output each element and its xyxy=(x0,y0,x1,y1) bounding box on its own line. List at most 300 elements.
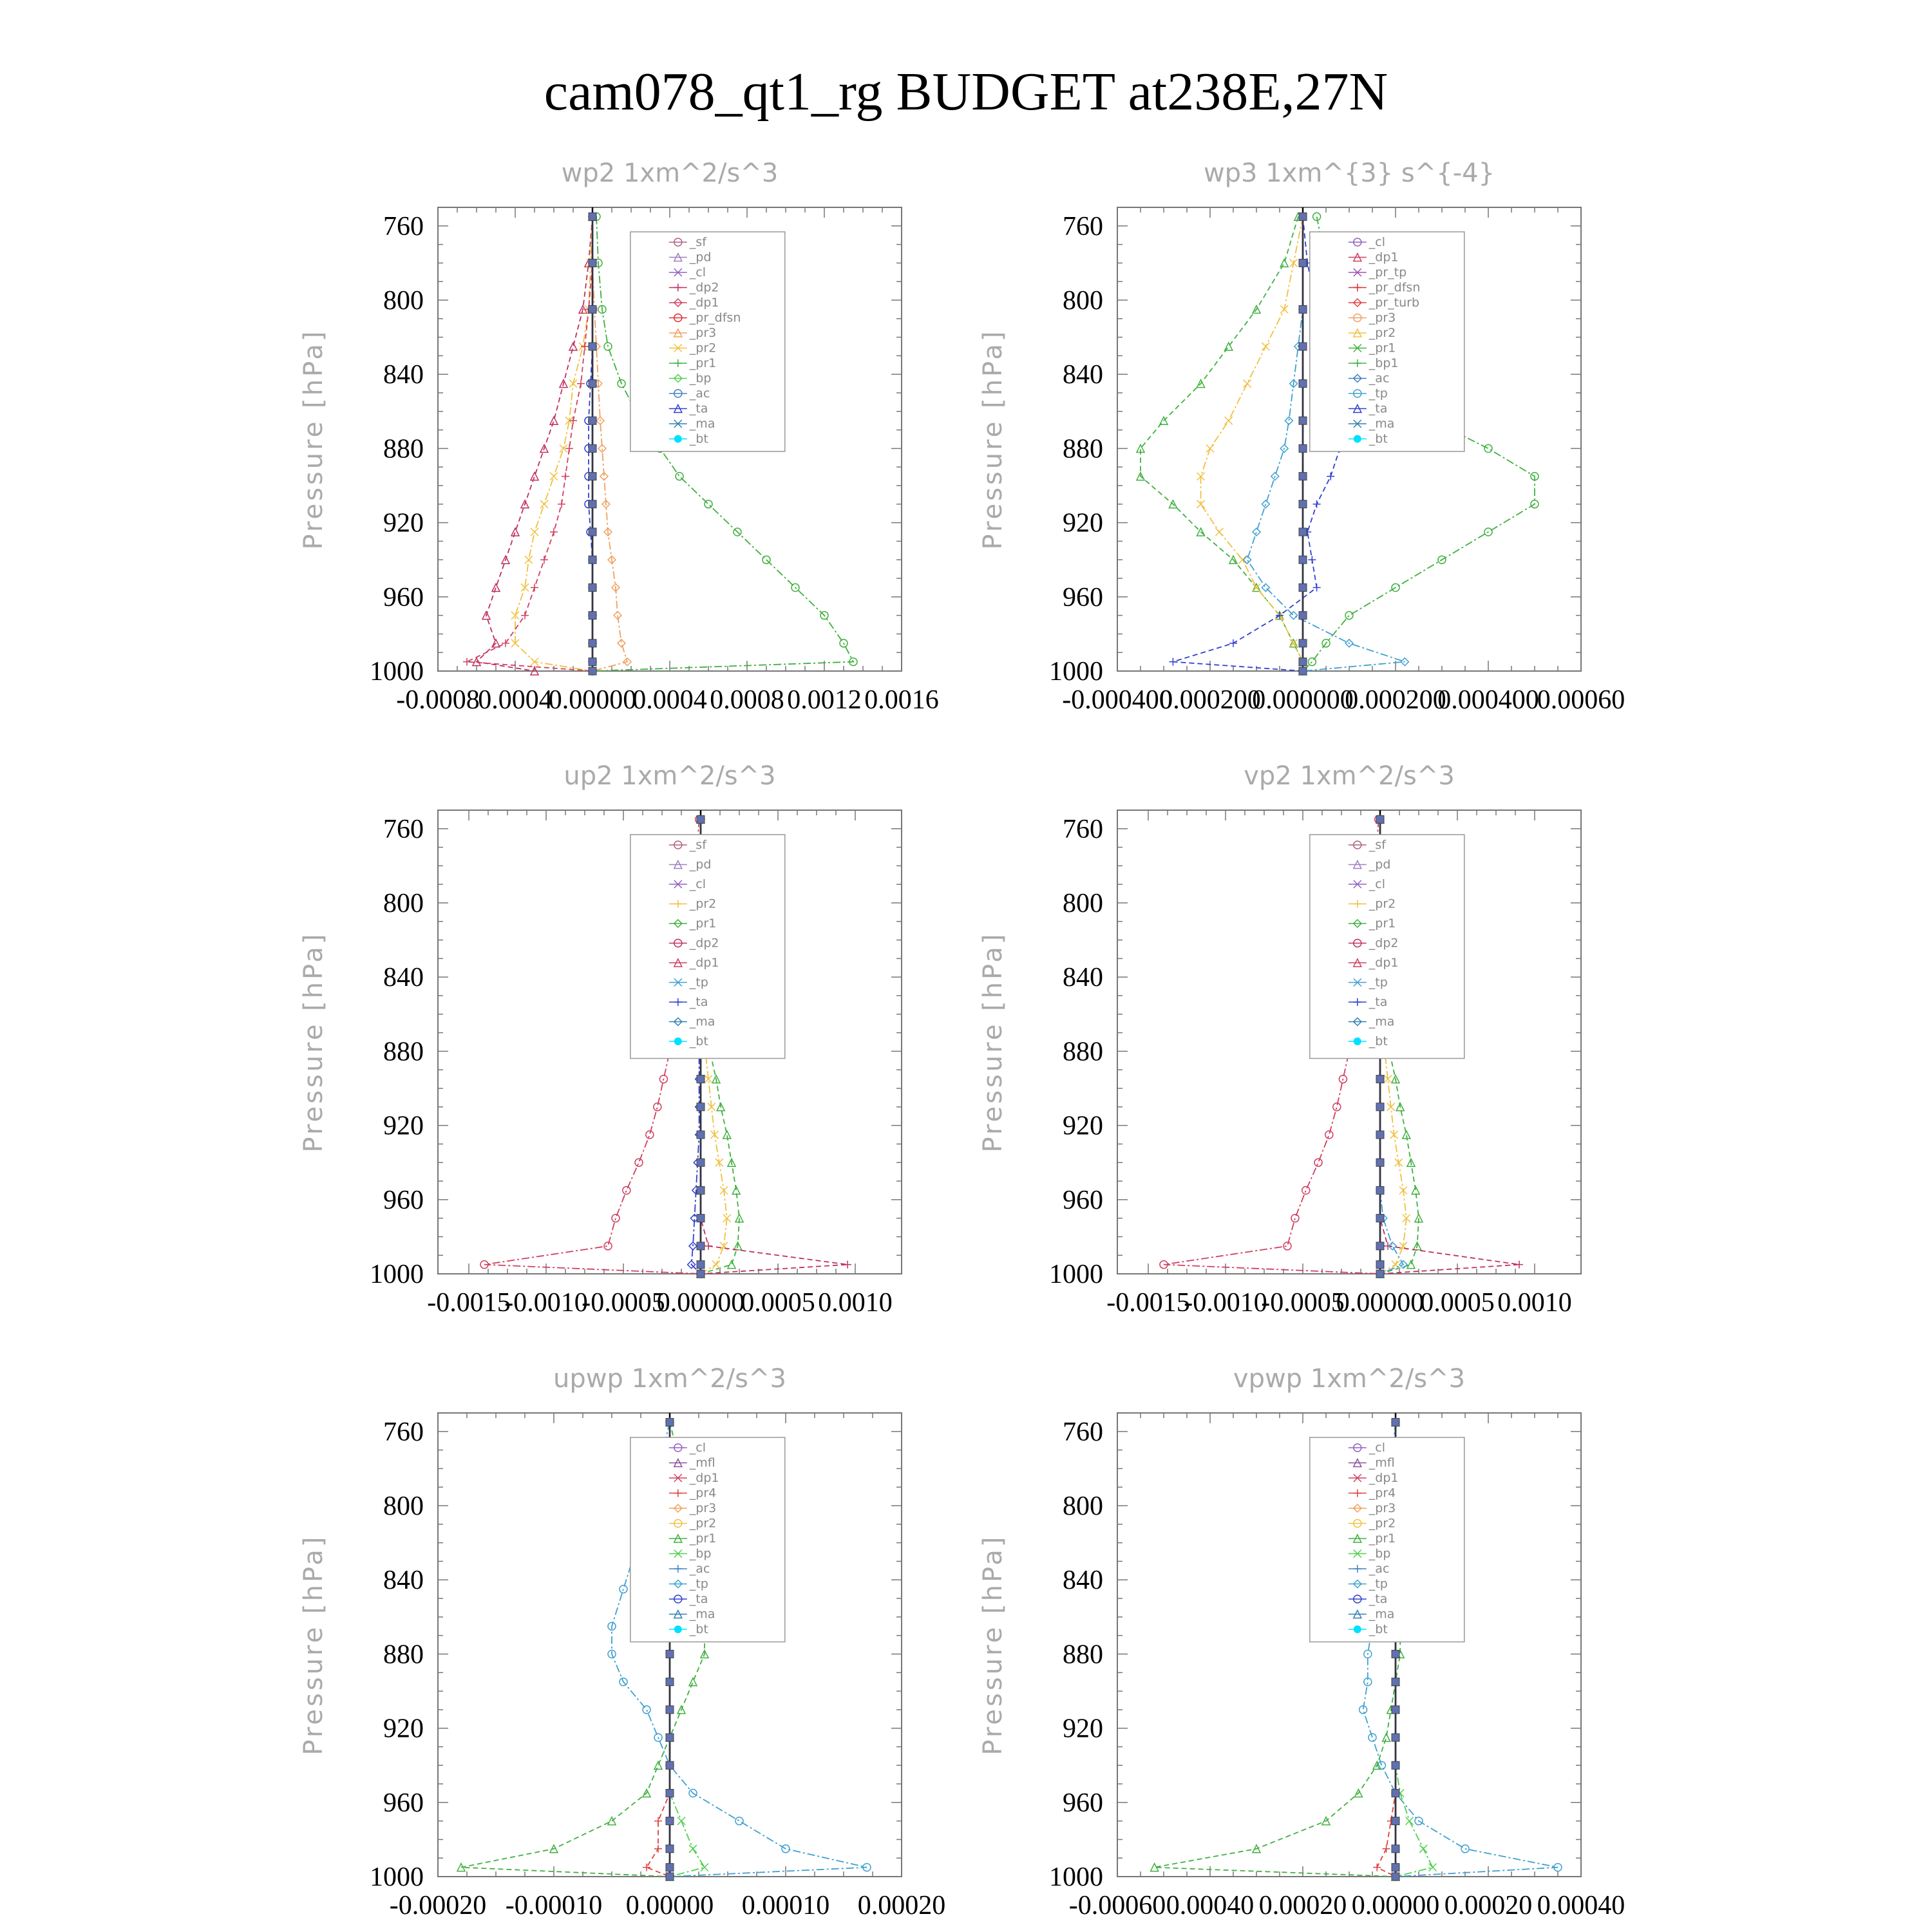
legend-label: _cl xyxy=(1368,235,1386,249)
data-point xyxy=(666,1817,674,1825)
data-point xyxy=(1345,612,1353,620)
data-point xyxy=(1392,1678,1399,1686)
data-point xyxy=(540,556,548,564)
legend-label: _ma xyxy=(689,1014,715,1029)
data-point xyxy=(569,417,577,424)
data-point xyxy=(1376,815,1384,823)
legend-label: _bt xyxy=(689,431,708,446)
data-point xyxy=(577,380,585,388)
y-tick-label: 1000 xyxy=(1049,1862,1103,1892)
legend-label: _dp2 xyxy=(689,936,719,951)
y-tick-label: 1000 xyxy=(1049,1260,1103,1289)
legend-label: _cl xyxy=(1368,877,1386,891)
legend-label: _pd xyxy=(1368,857,1391,872)
data-point xyxy=(521,612,529,620)
data-point xyxy=(589,417,596,424)
legend-swatch-marker xyxy=(1354,435,1361,443)
data-point xyxy=(677,1817,685,1825)
y-tick-label: 880 xyxy=(1063,434,1103,464)
data-point xyxy=(1373,1864,1381,1871)
data-point xyxy=(589,444,596,452)
data-point xyxy=(654,1761,662,1769)
panel-2 xyxy=(978,158,1625,715)
legend-label: _bt xyxy=(1368,1034,1388,1048)
y-tick-label: 840 xyxy=(1063,963,1103,993)
x-tick-label: 0.000000 xyxy=(1252,685,1354,715)
data-point xyxy=(1299,528,1307,536)
panel-title: wp3 1xm^{3} s^{-4} xyxy=(1203,158,1495,188)
legend-label: _mfl xyxy=(689,1455,715,1470)
legend-label: _bp xyxy=(689,371,712,386)
legend-label: _tp xyxy=(689,1577,708,1591)
panels xyxy=(299,158,1625,1920)
legend-label: _bp xyxy=(1368,1546,1391,1561)
data-point xyxy=(1327,473,1334,480)
data-point xyxy=(1392,1261,1399,1269)
legend-label: _ac xyxy=(1368,371,1390,386)
x-tick-label: 0.00020 xyxy=(857,1891,946,1920)
x-tick-label: 0.00010 xyxy=(741,1891,830,1920)
y-tick-label: 840 xyxy=(1063,360,1103,390)
x-tick-label: 0.00040 xyxy=(1166,1891,1255,1920)
x-tick-label: 0.00000 xyxy=(548,685,637,715)
data-point xyxy=(666,1761,674,1769)
legend-label: _pr1 xyxy=(689,1531,717,1546)
data-point xyxy=(666,1734,674,1741)
legend-label: _bt xyxy=(689,1622,708,1636)
x-tick-label: 0.0016 xyxy=(864,685,939,715)
panel-1 xyxy=(299,158,939,715)
y-tick-label: 920 xyxy=(1063,1111,1103,1141)
x-tick-label: -0.00060 xyxy=(1068,1891,1166,1920)
y-tick-label: 960 xyxy=(383,1185,424,1215)
legend-label: _pr_turb xyxy=(1368,296,1420,310)
y-tick-label: 760 xyxy=(1063,211,1103,242)
y-tick-label: 800 xyxy=(383,286,424,316)
data-point xyxy=(589,259,596,267)
data-point xyxy=(569,380,577,388)
legend-label: _ta xyxy=(1368,1592,1388,1606)
data-point xyxy=(643,1864,650,1871)
data-point xyxy=(676,473,683,480)
y-tick-label: 920 xyxy=(383,508,424,538)
data-point xyxy=(654,1845,662,1853)
legend-label: _ta xyxy=(689,1592,708,1606)
legend-label: _pr1 xyxy=(1368,341,1396,355)
data-point xyxy=(1376,1242,1384,1250)
y-tick-label: 920 xyxy=(383,1714,424,1744)
legend xyxy=(1310,1437,1464,1642)
y-tick-label: 800 xyxy=(383,1492,424,1521)
legend-label: _bp1 xyxy=(1368,356,1399,370)
data-point xyxy=(666,1650,674,1658)
data-point xyxy=(646,1131,654,1139)
y-tick-label: 760 xyxy=(1063,814,1103,844)
data-point xyxy=(666,1418,674,1426)
data-point xyxy=(562,473,569,480)
x-tick-label: 0.00000 xyxy=(656,1288,745,1318)
data-point xyxy=(1299,343,1307,350)
legend-label: _pr_dfsn xyxy=(1368,280,1421,295)
data-point xyxy=(654,1817,662,1825)
series-ta xyxy=(585,213,596,675)
legend-label: _pd xyxy=(689,250,712,265)
data-point xyxy=(1299,658,1307,666)
data-point xyxy=(1244,380,1251,388)
x-tick-label: -0.0008 xyxy=(396,685,480,715)
data-point xyxy=(666,1873,674,1880)
legend xyxy=(630,232,785,451)
legend-label: _pr2 xyxy=(689,1516,717,1531)
y-tick-label: 1000 xyxy=(1049,657,1103,687)
y-tick-label: 880 xyxy=(383,1037,424,1067)
y-tick-label: 880 xyxy=(1063,1640,1103,1670)
y-axis-label: Pressure [hPa] xyxy=(978,931,1008,1153)
data-point xyxy=(1376,1261,1384,1269)
y-tick-label: 840 xyxy=(383,1566,424,1596)
data-point xyxy=(666,1678,674,1686)
x-tick-label: 0.0005 xyxy=(741,1288,815,1318)
panel-5 xyxy=(299,1364,945,1920)
data-point xyxy=(689,1678,697,1686)
y-tick-label: 760 xyxy=(383,1417,424,1447)
data-point xyxy=(1299,213,1307,220)
legend-label: _cl xyxy=(1368,1441,1386,1455)
legend-swatch-marker xyxy=(1354,1037,1361,1045)
data-point xyxy=(502,639,509,647)
data-point xyxy=(550,528,558,536)
data-point xyxy=(844,1261,851,1269)
x-tick-label: -0.0005 xyxy=(1261,1288,1345,1318)
legend xyxy=(630,835,785,1059)
legend xyxy=(1310,232,1464,451)
data-point xyxy=(1376,1075,1384,1083)
x-tick-label: 0.00040 xyxy=(1537,1891,1625,1920)
data-point xyxy=(1392,1817,1399,1825)
data-point xyxy=(666,1706,674,1714)
data-point xyxy=(712,1261,720,1269)
data-point xyxy=(1392,1845,1399,1853)
legend-swatch-marker xyxy=(674,1037,682,1045)
data-point xyxy=(728,1261,735,1269)
legend-label: _pr2 xyxy=(1368,896,1396,911)
legend-label: _bt xyxy=(689,1034,708,1048)
data-point xyxy=(1376,1159,1384,1166)
legend-label: _ma xyxy=(689,417,715,431)
data-point xyxy=(589,658,596,666)
x-tick-label: 0.000200 xyxy=(1159,685,1261,715)
data-point xyxy=(1299,667,1307,675)
x-tick-label: 0.00000 xyxy=(1336,1288,1425,1318)
legend-label: _ta xyxy=(1368,995,1388,1009)
y-tick-label: 800 xyxy=(1063,1492,1103,1521)
data-point xyxy=(697,1186,705,1194)
data-point xyxy=(525,556,533,564)
legend-label: _sf xyxy=(689,838,706,852)
data-point xyxy=(1392,1864,1399,1871)
panel-4 xyxy=(978,761,1581,1318)
data-point xyxy=(589,583,596,591)
data-point xyxy=(1376,1215,1384,1222)
data-point xyxy=(558,500,565,508)
y-tick-label: 760 xyxy=(383,814,424,844)
data-point xyxy=(589,556,596,564)
legend-label: _pr1 xyxy=(689,916,717,931)
legend-swatch-marker xyxy=(674,1625,682,1633)
legend-label: _ta xyxy=(689,995,708,1009)
legend-label: _ma xyxy=(689,1607,715,1622)
legend-label: _pr3 xyxy=(689,326,717,340)
x-tick-label: -0.0015 xyxy=(1106,1288,1190,1318)
data-point xyxy=(1206,444,1214,452)
legend-label: _pr1 xyxy=(1368,1531,1396,1546)
panel-title: upwp 1xm^2/s^3 xyxy=(553,1364,786,1394)
y-tick-label: 1000 xyxy=(370,1260,424,1289)
series-line xyxy=(1201,216,1303,671)
y-tick-label: 920 xyxy=(1063,1714,1103,1744)
legend-label: _dp1 xyxy=(689,956,719,970)
data-point xyxy=(635,1159,643,1166)
legend-label: _tp xyxy=(1368,386,1388,401)
legend-label: _bp xyxy=(689,1546,712,1561)
data-point xyxy=(697,815,705,823)
data-point xyxy=(1308,658,1316,666)
panel-title: vp2 1xm^2/s^3 xyxy=(1244,761,1455,791)
legend-label: _pr1 xyxy=(1368,916,1396,931)
x-tick-label: -0.0005 xyxy=(582,1288,665,1318)
x-tick-label: 0.0005 xyxy=(1420,1288,1495,1318)
data-point xyxy=(1392,1761,1399,1769)
data-point xyxy=(1376,1131,1384,1139)
data-point xyxy=(643,1706,650,1714)
data-point xyxy=(1515,1261,1523,1269)
data-point xyxy=(1308,556,1316,564)
data-point xyxy=(666,1789,674,1797)
data-point xyxy=(589,213,596,220)
x-tick-label: 0.00000 xyxy=(1351,1891,1440,1920)
y-tick-label: 1000 xyxy=(370,1862,424,1892)
data-point xyxy=(1169,658,1177,666)
y-tick-label: 800 xyxy=(1063,889,1103,918)
data-point xyxy=(697,1270,705,1278)
data-point xyxy=(569,343,577,350)
data-point xyxy=(701,1864,708,1871)
data-point xyxy=(589,305,596,313)
legend xyxy=(1310,835,1464,1059)
data-point xyxy=(1302,1186,1310,1194)
data-point xyxy=(1299,305,1307,313)
x-tick-label: -0.00010 xyxy=(505,1891,603,1920)
data-point xyxy=(1333,1103,1341,1111)
x-tick-label: -0.00020 xyxy=(389,1891,487,1920)
data-point xyxy=(511,528,519,536)
x-tick-label: 0.0004 xyxy=(632,685,707,715)
x-tick-label: 0.0010 xyxy=(1497,1288,1572,1318)
legend-label: _pd xyxy=(689,857,712,872)
x-tick-label: -0.0010 xyxy=(1184,1288,1267,1318)
legend-label: _tp xyxy=(1368,975,1388,990)
series-line xyxy=(467,216,592,671)
data-point xyxy=(612,1215,620,1222)
y-tick-label: 960 xyxy=(1063,1185,1103,1215)
x-tick-label: 0.0010 xyxy=(818,1288,893,1318)
data-point xyxy=(531,528,538,536)
data-point xyxy=(1383,1845,1390,1853)
legend-label: _cl xyxy=(689,265,706,279)
y-tick-label: 800 xyxy=(1063,286,1103,316)
y-tick-label: 920 xyxy=(1063,508,1103,538)
y-tick-label: 760 xyxy=(383,211,424,242)
data-point xyxy=(697,1261,705,1269)
legend-swatch-marker xyxy=(674,435,682,443)
legend-label: _pr3 xyxy=(689,1501,717,1515)
data-point xyxy=(623,1186,630,1194)
data-point xyxy=(705,500,712,508)
data-point xyxy=(589,667,596,675)
legend-label: _dp1 xyxy=(1368,250,1399,265)
panel-title: wp2 1xm^2/s^3 xyxy=(561,158,779,188)
data-point xyxy=(666,1864,674,1871)
x-tick-label: -0.000400 xyxy=(1062,685,1173,715)
data-point xyxy=(1392,1418,1399,1426)
x-tick-label: -0.0010 xyxy=(504,1288,588,1318)
data-point xyxy=(1313,500,1321,508)
series-dp2 xyxy=(473,213,596,675)
series-line xyxy=(592,216,627,671)
legend-label: _bt xyxy=(1368,1622,1388,1636)
legend-label: _pr2 xyxy=(689,341,717,355)
legend-label: _cl xyxy=(689,877,706,891)
data-point xyxy=(1484,444,1492,452)
data-point xyxy=(697,1242,705,1250)
data-point xyxy=(697,1159,705,1166)
data-point xyxy=(1419,1845,1427,1853)
data-point xyxy=(1225,417,1233,424)
y-axis-label: Pressure [hPa] xyxy=(299,1534,328,1756)
legend-label: _sf xyxy=(689,235,706,249)
legend-label: _ma xyxy=(1368,417,1395,431)
series-dp1 xyxy=(463,213,596,675)
data-point xyxy=(589,612,596,620)
x-tick-label: 0.0012 xyxy=(787,685,862,715)
x-tick-label: 0.00020 xyxy=(1444,1891,1533,1920)
legend-label: _pr4 xyxy=(1368,1486,1396,1501)
data-point xyxy=(705,1242,712,1250)
panel-title: vpwp 1xm^2/s^3 xyxy=(1233,1364,1466,1394)
data-point xyxy=(1376,1270,1384,1278)
legend-label: _dp2 xyxy=(1368,936,1399,951)
legend xyxy=(630,1437,785,1642)
data-point xyxy=(1313,583,1321,591)
data-point xyxy=(1407,1261,1415,1269)
data-point xyxy=(1406,1817,1414,1825)
series-pr1 xyxy=(1137,213,1307,675)
y-tick-label: 760 xyxy=(1063,1417,1103,1447)
panel-title: up2 1xm^2/s^3 xyxy=(564,761,776,791)
y-tick-label: 840 xyxy=(383,963,424,993)
data-point xyxy=(1376,1186,1384,1194)
y-axis-label: Pressure [hPa] xyxy=(978,328,1008,550)
data-point xyxy=(689,1845,697,1853)
series-pr2 xyxy=(1197,213,1307,675)
y-tick-label: 960 xyxy=(1063,1788,1103,1818)
data-point xyxy=(666,1845,674,1853)
x-tick-label: 0.000400 xyxy=(1437,685,1539,715)
legend-label: _cl xyxy=(689,1441,706,1455)
legend-label: _ac xyxy=(689,386,710,401)
legend-label: _dp2 xyxy=(689,280,719,295)
y-tick-label: 960 xyxy=(383,582,424,612)
data-point xyxy=(1325,1131,1333,1139)
data-point xyxy=(1229,639,1237,647)
legend-label: _pr2 xyxy=(689,896,717,911)
data-point xyxy=(1392,1789,1399,1797)
legend-swatch-marker xyxy=(1354,1625,1361,1633)
data-point xyxy=(697,1103,705,1111)
data-point xyxy=(1392,1706,1399,1714)
legend-label: _pr4 xyxy=(689,1486,717,1501)
data-point xyxy=(463,658,471,666)
data-point xyxy=(531,583,538,591)
legend-label: _ac xyxy=(689,1562,710,1576)
data-point xyxy=(589,528,596,536)
data-point xyxy=(1299,380,1307,388)
data-point xyxy=(581,343,589,350)
legend-label: _bt xyxy=(1368,431,1388,446)
y-tick-label: 840 xyxy=(1063,1566,1103,1596)
y-tick-label: 960 xyxy=(1063,582,1103,612)
x-tick-label: 0.0004 xyxy=(478,685,553,715)
data-point xyxy=(1299,500,1307,508)
y-tick-label: 920 xyxy=(383,1111,424,1141)
legend-label: _pr2 xyxy=(1368,326,1396,340)
legend-label: _dp1 xyxy=(1368,1471,1399,1485)
y-tick-label: 880 xyxy=(1063,1037,1103,1067)
legend-label: _ma xyxy=(1368,1607,1395,1622)
figure-title: cam078_qt1_rg BUDGET at238E,27N xyxy=(544,62,1388,122)
data-point xyxy=(697,1075,705,1083)
legend-label: _pr3 xyxy=(1368,310,1396,325)
y-tick-label: 880 xyxy=(383,1640,424,1670)
series-line xyxy=(477,216,592,671)
y-tick-label: 960 xyxy=(383,1788,424,1818)
data-point xyxy=(1314,1159,1322,1166)
data-point xyxy=(1299,417,1307,424)
data-point xyxy=(735,1817,743,1825)
legend-label: _tp xyxy=(689,975,708,990)
data-point xyxy=(540,500,548,508)
data-point xyxy=(1262,343,1269,350)
data-point xyxy=(1215,528,1223,536)
data-point xyxy=(1429,1864,1437,1871)
panel-3 xyxy=(299,761,902,1318)
data-point xyxy=(1376,1103,1384,1111)
series-line xyxy=(515,216,592,671)
y-tick-label: 880 xyxy=(383,434,424,464)
data-point xyxy=(589,500,596,508)
series-bt xyxy=(1299,213,1307,675)
data-point xyxy=(1290,639,1298,647)
legend-label: _mfl xyxy=(1368,1455,1395,1470)
legend-label: _dp1 xyxy=(1368,956,1399,970)
data-point xyxy=(1299,639,1307,647)
data-point xyxy=(589,343,596,350)
data-point xyxy=(1299,583,1307,591)
data-point xyxy=(1253,583,1260,591)
legend-label: _sf xyxy=(1368,838,1386,852)
legend-label: _pr1 xyxy=(689,356,717,370)
series-line xyxy=(1141,216,1303,671)
